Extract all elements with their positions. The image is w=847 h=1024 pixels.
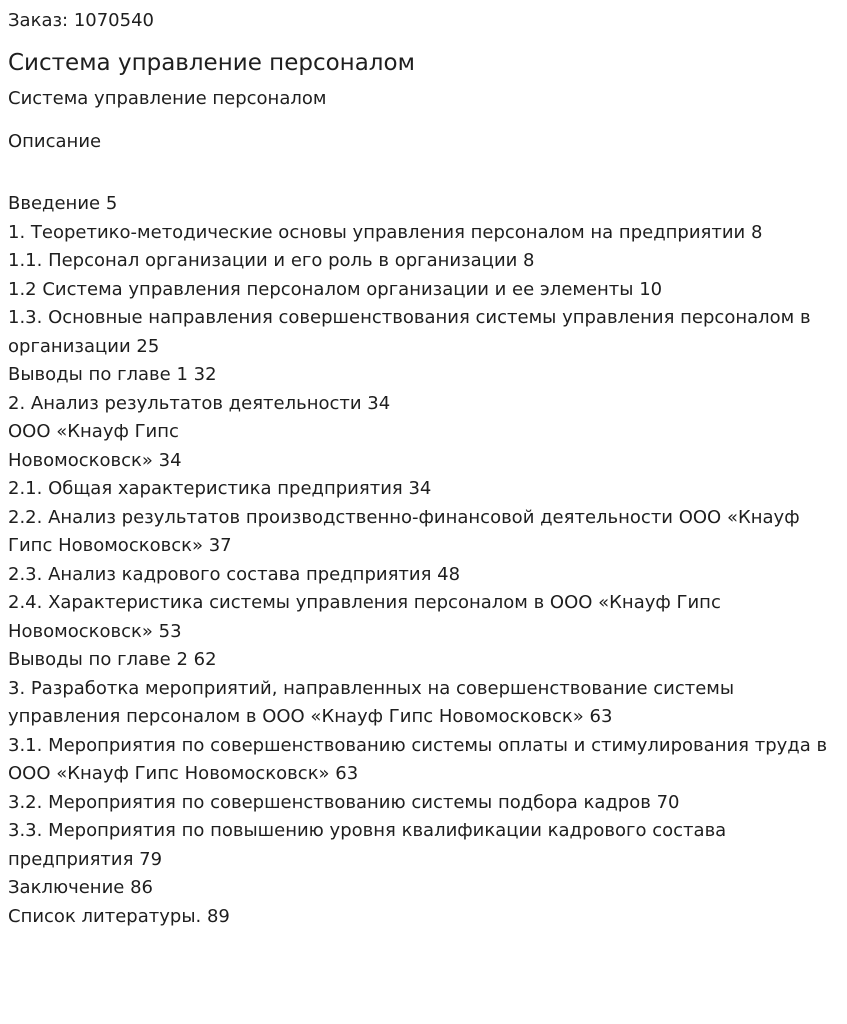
- toc-entry: 3.3. Мероприятия по повышению уровня квалификации кадрового состава предприятия 79: [8, 820, 727, 870]
- toc-entry: 1.3. Основные направления совершенствования системы управления персоналом в организации 25: [8, 307, 811, 357]
- toc-entry: Новомосковск» 34: [8, 449, 182, 471]
- page-subtitle: Система управление персоналом: [8, 88, 327, 109]
- toc-entry: 3. Разработка мероприятий, направленных на совершенствование системы управления персоналом в ООО «Кнауф Гипс Новомосковск» 63: [8, 677, 735, 727]
- toc-entry: 2. Анализ результатов деятельности 34: [8, 392, 391, 414]
- toc-entry: 2.3. Анализ кадрового состава предприятия 48: [8, 563, 461, 585]
- toc-entry: 2.1. Общая характеристика предприятия 34: [8, 478, 432, 499]
- description-heading: Описание: [8, 131, 102, 152]
- toc-entry: 1.1. Персонал организации и его роль в организации 8: [8, 250, 535, 271]
- page-title: Система управление персоналом: [8, 50, 415, 76]
- toc-entry: ООО «Кнауф Гипс: [8, 421, 179, 442]
- toc-entry: Выводы по главе 2 62: [8, 649, 217, 670]
- toc-entry: Выводы по главе 1 32: [8, 364, 217, 385]
- toc-entry: 1. Теоретико-методические основы управления персоналом на предприятии 8: [8, 221, 763, 243]
- toc-entry: Введение 5: [8, 193, 118, 214]
- toc-entry: 3.2. Мероприятия по совершенствованию системы подбора кадров 70: [8, 791, 680, 813]
- toc-entry: 2.2. Анализ результатов производственно-финансовой деятельности ООО «Кнауф Гипс Новомосковск» 37: [8, 506, 800, 556]
- order-number: Заказ: 1070540: [8, 10, 154, 31]
- toc-entry: 3.1. Мероприятия по совершенствованию системы оплаты и стимулирования труда в ООО «Кнауф Гипс Новомосковск» 63: [8, 734, 828, 784]
- toc-entry: 2.4. Характеристика системы управления персоналом в ООО «Кнауф Гипс Новомосковск» 53: [8, 592, 721, 642]
- toc-entry: Список литературы. 89: [8, 905, 230, 927]
- toc-entry: 1.2 Система управления персоналом организации и ее элементы 10: [8, 278, 663, 300]
- table-of-contents: [8, 190, 840, 931]
- toc-entry: Заключение 86: [8, 877, 153, 898]
